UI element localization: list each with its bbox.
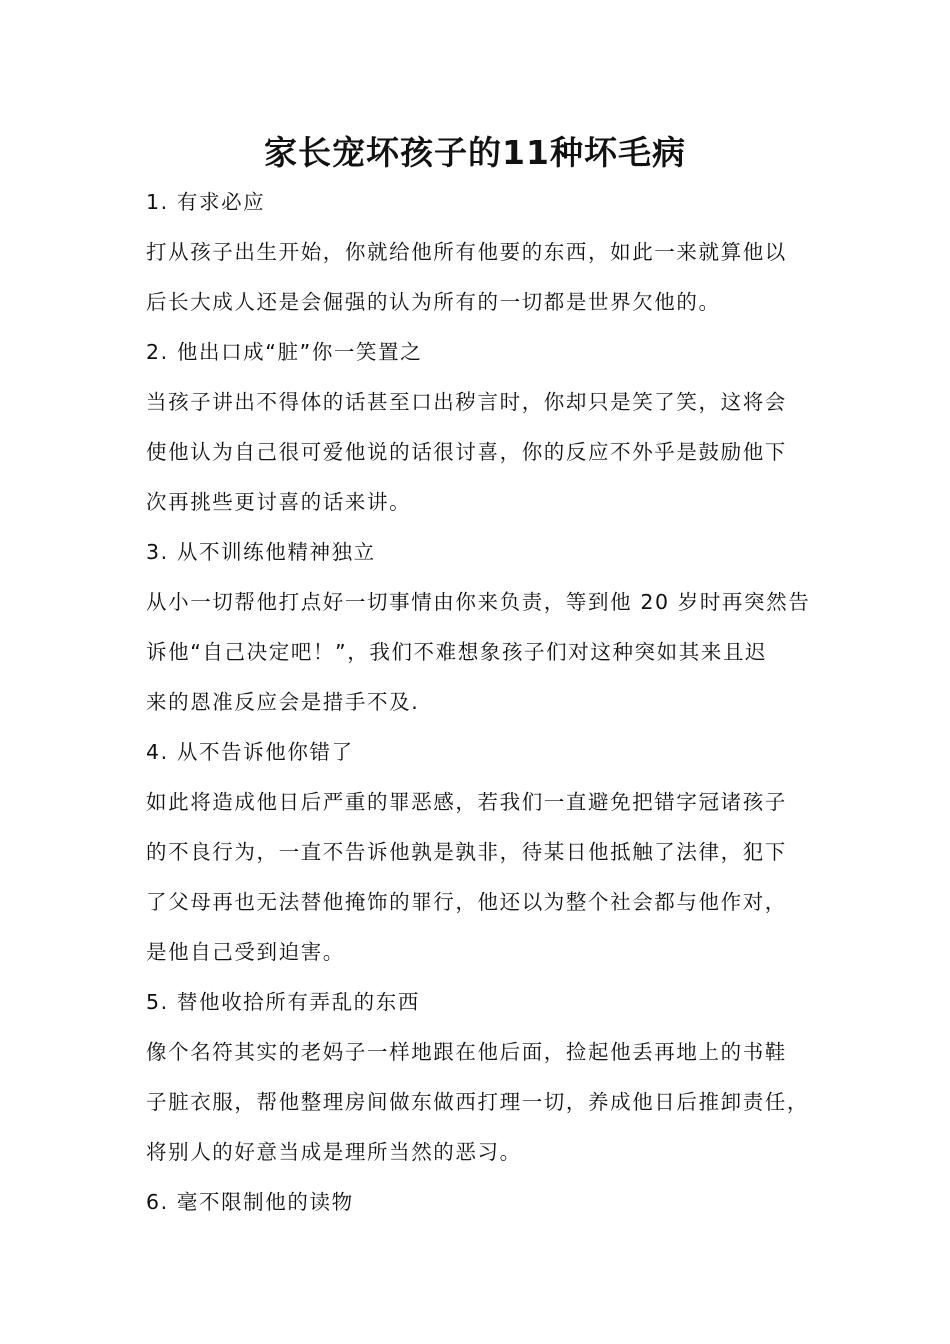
text-line: 当孩子讲出不得体的话甚至口出秽言时，你却只是笑了笑，这将会 [146,390,787,414]
text-line: 后长大成人还是会倔强的认为所有的一切都是世界欠他的。 [146,290,721,314]
text-line: 6. 毫不限制他的读物 [146,1190,354,1214]
text-line: 从小一切帮他打点好一切事情由你来负责，等到他 20 岁时再突然告 [146,590,811,614]
text-line: 子脏衣服，帮他整理房间做东做西打理一切，养成他日后推卸责任， [146,1090,809,1114]
text-line: 1. 有求必应 [146,190,266,214]
text-line: 如此将造成他日后严重的罪恶感，若我们一直避免把错字冠诸孩子 [146,790,787,814]
text-line: 将别人的好意当成是理所当然的恶习。 [146,1140,522,1164]
text-line: 来的恩准反应会是措手不及. [146,690,420,714]
text-line: 5. 替他收拾所有弄乱的东西 [146,990,420,1014]
text-line: 是他自己受到迫害。 [146,940,345,964]
text-line: 次再挑些更讨喜的话来讲。 [146,490,412,514]
text-line: 像个名符其实的老妈子一样地跟在他后面，捡起他丢再地上的书鞋 [146,1040,787,1064]
text-line: 的不良行为，一直不告诉他孰是孰非，待某日他抵触了法律，犯下 [146,840,787,864]
document-body [146,177,836,1227]
text-line: 打从孩子出生开始，你就给他所有他要的东西，如此一来就算他以 [146,240,787,264]
text-line: 诉他“自己决定吧！”，我们不难想象孩子们对这种突如其来且迟 [146,640,768,664]
text-line: 2. 他出口成“脏”你一笑置之 [146,340,423,364]
text-line: 了父母再也无法替他掩饰的罪行，他还以为整个社会都与他作对， [146,890,787,914]
document-title: 家长宠坏孩子的11种坏毛病 [264,133,686,172]
text-line: 使他认为自己很可爱他说的话很讨喜，你的反应不外乎是鼓励他下 [146,440,787,464]
text-line: 4. 从不告诉他你错了 [146,740,354,764]
text-line: 3. 从不训练他精神独立 [146,540,376,564]
